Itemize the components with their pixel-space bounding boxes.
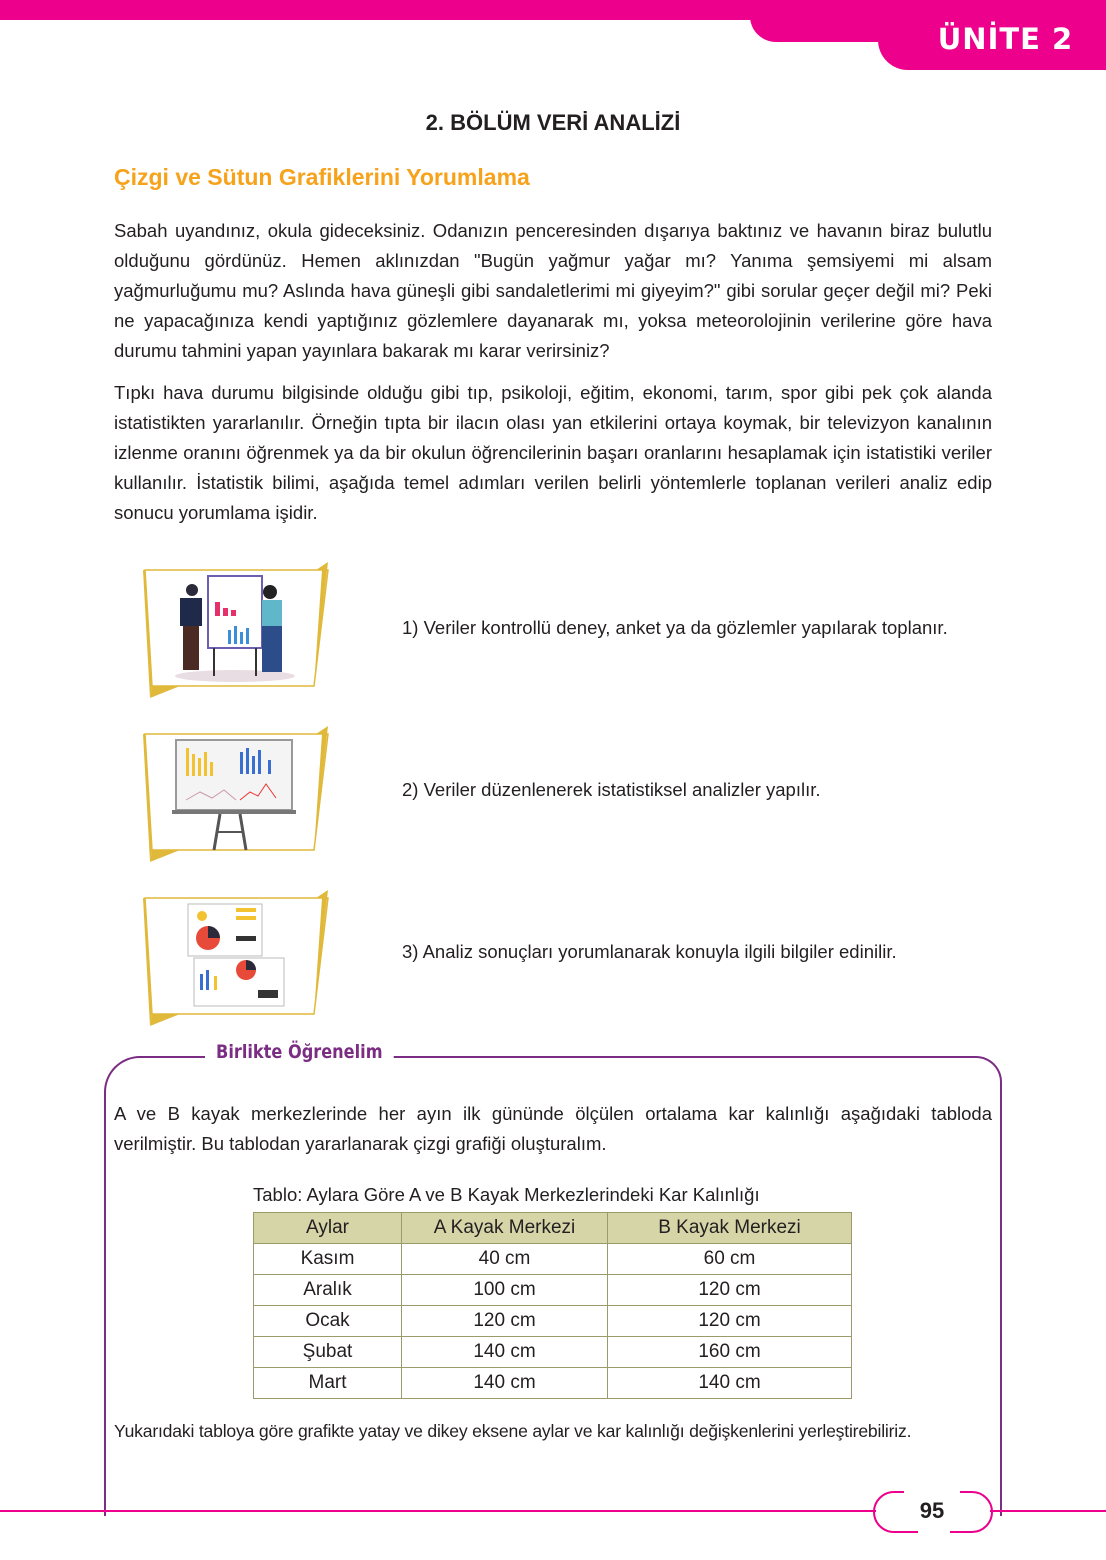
table-row [254, 1244, 852, 1275]
section-title: 2. BÖLÜM VERİ ANALİZİ [425, 110, 681, 135]
table-cell: Şubat [254, 1337, 402, 1368]
table-cell: 120 cm [402, 1306, 608, 1337]
table-cell: 120 cm [608, 1275, 852, 1306]
table-cell: Kasım [254, 1244, 402, 1275]
paragraph-1: Sabah uyandınız, okula gideceksiniz. Odanızın penceresinden dışarıya baktınız ve havanın biraz bulutlu olduğunu gördünüz. Hemen aklınızdan "Bugün yağmur yağar mı? Yanıma şemsiyemi mi alsam yağmurluğumu mu? Aslında hava güneşli gibi sandaletlerimi mi giyeyim?" gibi sorular geçer değil mi? Peki ne yapacağınıza kendi yaptığınız gözlemlere dayanarak mı, yoksa meteorolojinin verilerine göre hava durumu tahmini yapan yayınlara bakarak mı karar verirsiniz? [114, 220, 992, 361]
column-header: B Kayak Merkezi [608, 1213, 852, 1244]
footer-line-left [0, 1510, 876, 1512]
subtitle: Çizgi ve Sütun Grafiklerini Yorumlama [114, 164, 530, 190]
table-row [254, 1275, 852, 1306]
step-2: 2) Veriler düzenlenerek istatistiksel analizler yapılır. [402, 779, 821, 800]
table-cell: 100 cm [402, 1275, 608, 1306]
learning-box-title: Birlikte Öğrenelim [205, 1041, 394, 1063]
page-number: 95 [919, 1498, 945, 1523]
box-footer: Yukarıdaki tabloya göre grafikte yatay ve dikey eksene aylar ve kar kalınlığı değişkenlerini yerleştirebiliriz. [114, 1421, 912, 1441]
snow-depth-table [253, 1212, 852, 1399]
table-header-row [254, 1213, 852, 1244]
paragraph-2: Tıpkı hava durumu bilgisinde olduğu gibi tıp, psikoloji, eğitim, ekonomi, tarım, spor gibi pek çok alanda istatistikten yararlanılır. Örneğin tıpta bir ilacın olası yan etkilerini ortaya koymak, bir televizyon kanalının izlenme oranını öğrenmek ya da bir okulun öğrencilerinin başarı oranlarını hesaplamak için istatistiki veriler kullanılır. İstatistik bilimi, aşağıda temel adımları verilen belirli yöntemlerle toplanan verileri analiz edip sonucu yorumlama işidir. [114, 382, 992, 523]
table-cell: 140 cm [402, 1368, 608, 1399]
unit-label: ÜNİTE 2 [937, 22, 1074, 56]
table-cell: 140 cm [608, 1368, 852, 1399]
step-1: 1) Veriler kontrollü deney, anket ya da gözlemler yapılarak toplanır. [402, 617, 948, 638]
table-cell: Aralık [254, 1275, 402, 1306]
table-row [254, 1368, 852, 1399]
table-cell: 140 cm [402, 1337, 608, 1368]
column-header: Aylar [254, 1213, 402, 1244]
data-interpretation-illustration [140, 886, 340, 1031]
table-cell: 120 cm [608, 1306, 852, 1337]
table-cell: 40 cm [402, 1244, 608, 1275]
table-cell: 60 cm [608, 1244, 852, 1275]
step-3: 3) Analiz sonuçları yorumlanarak konuyla ilgili bilgiler edinilir. [402, 941, 897, 962]
table-cell: 160 cm [608, 1337, 852, 1368]
box-intro: A ve B kayak merkezlerinde her ayın ilk gününde ölçülen ortalama kar kalınlığı aşağıdaki tabloda verilmiştir. Bu tablodan yararlanarak çizgi grafiği oluşturalım. [114, 1103, 992, 1154]
table-cell: Ocak [254, 1306, 402, 1337]
column-header: A Kayak Merkezi [402, 1213, 608, 1244]
data-analysis-illustration [140, 722, 340, 867]
data-collection-illustration [140, 558, 340, 703]
table-row [254, 1337, 852, 1368]
table-cell: Mart [254, 1368, 402, 1399]
table-caption: Tablo: Aylara Göre A ve B Kayak Merkezlerindeki Kar Kalınlığı [253, 1184, 760, 1205]
footer-line-right [990, 1510, 1106, 1512]
table-row [254, 1306, 852, 1337]
